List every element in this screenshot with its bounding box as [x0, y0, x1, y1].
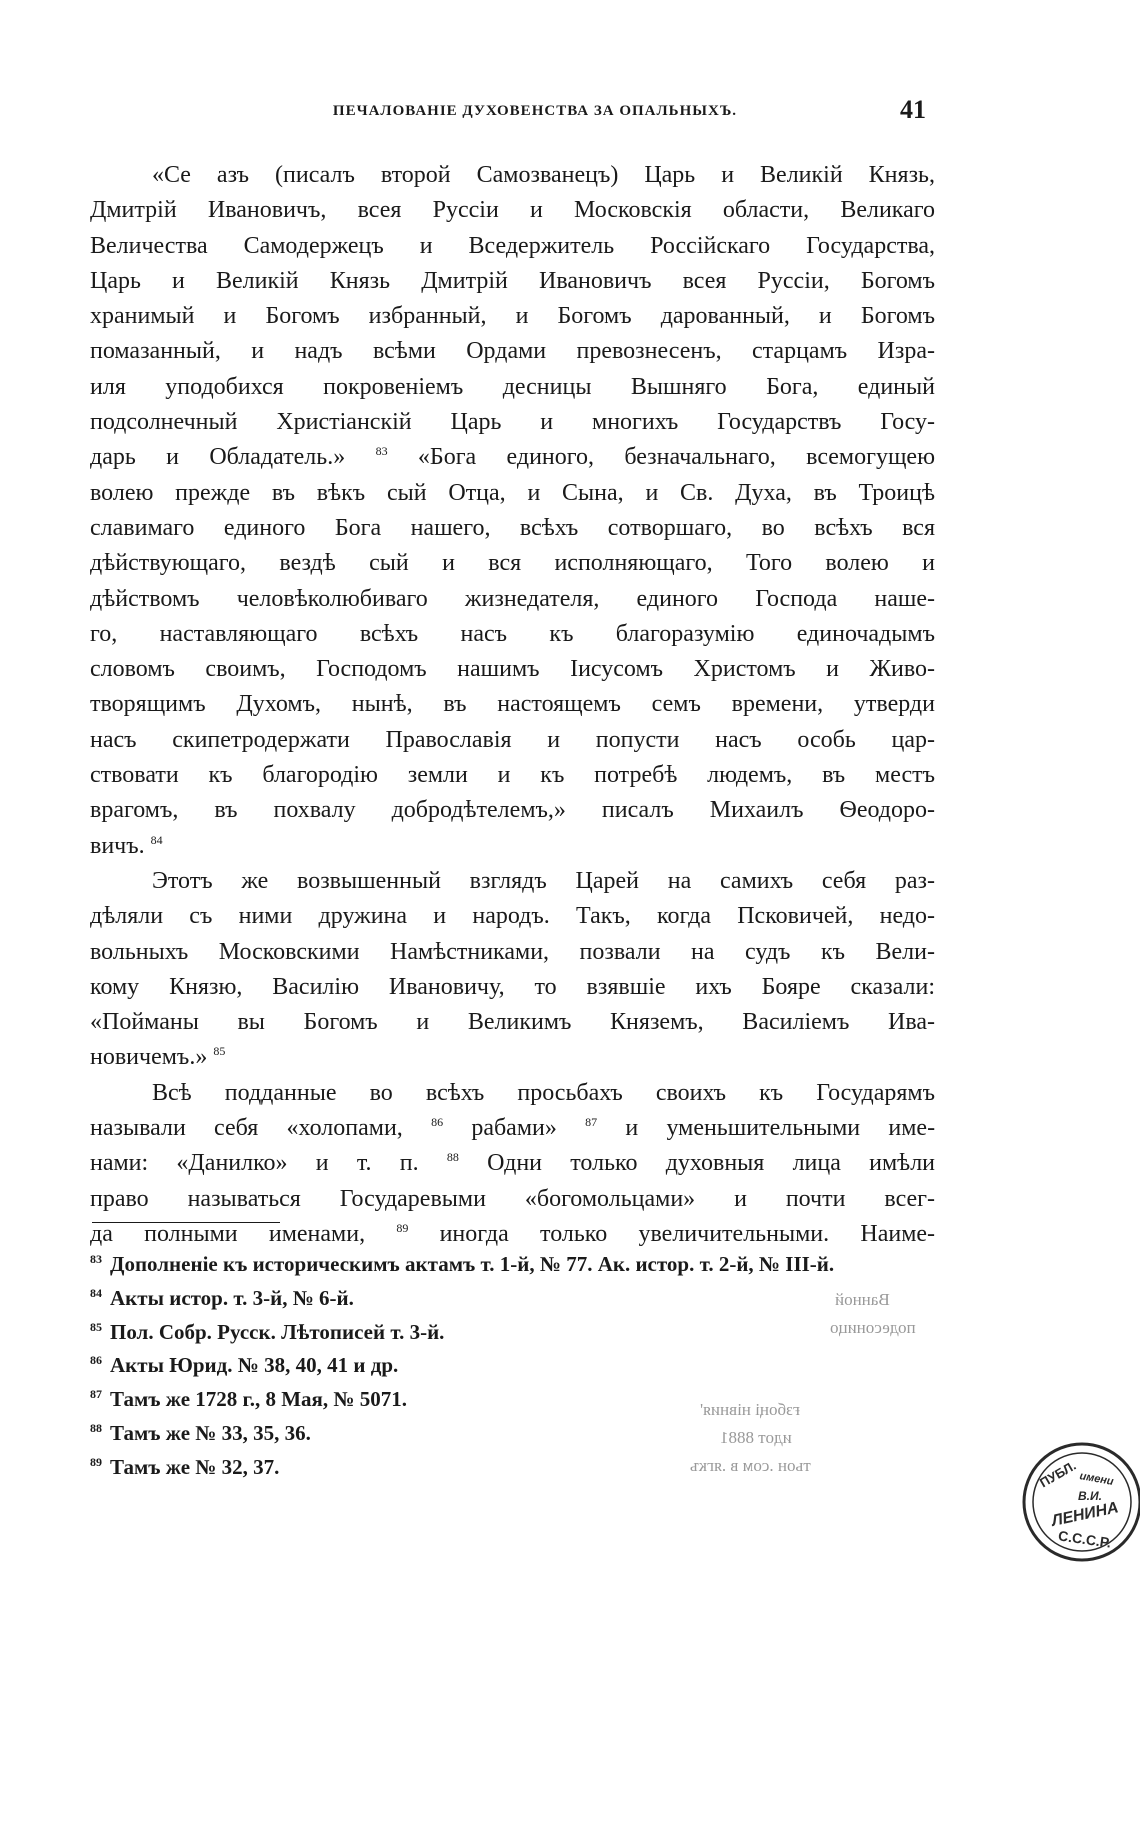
text-line: Этотъ же возвышенный взглядъ Царей на самихъ себя раз- [152, 867, 935, 894]
text-line: нами: «Данилко» и т. п. $^{88}$ Одни только духовныя лица имѣли [90, 1150, 936, 1177]
footnote-divider [92, 1222, 280, 1223]
text-line: хранимый и Богомъ избранный, и Богомъ дарованный, и Богомъ [90, 303, 935, 330]
bleed-through-text: подесоницо [830, 1318, 916, 1337]
svg-text:С.С.С.Р.: С.С.С.Р. [1057, 1527, 1113, 1551]
text-line: Дмитрій Ивановичъ, всея Руссіи и Московскія области, Великаго [90, 197, 935, 224]
footnote: $^{85}$ Пол. Собр. Русск. Лѣтописей т. 3-й. [90, 1319, 445, 1344]
text-line: вольныхъ Московскими Намѣстниками, позвали на судъ къ Вели- [90, 938, 935, 965]
text-line: Величества Самодержецъ и Вседержитель Россійскаго Государства, [90, 232, 935, 259]
footnote-ref: 83 [375, 444, 388, 459]
text-line: помазанный, и надъ всѣми Ордами превознесенъ, старцамъ Изра- [90, 338, 935, 365]
text-line: Всѣ подданные во всѣхъ просьбахъ своихъ къ Государямъ [152, 1079, 935, 1106]
footnote: $^{89}$ Тамъ же № 32, 37. [90, 1454, 280, 1479]
running-title: ПЕЧАЛОВАНІЕ ДУХОВЕНСТВА ЗА ОПАЛЬНЫХЪ. [332, 103, 738, 119]
text-line: «Пойманы вы Богомъ и Великимъ Княземъ, Василіемъ Ива- [90, 1009, 935, 1036]
text-line: называли себя «холопами, $^{86}$ рабами» $^{87}$ и уменьшительными име- [90, 1115, 936, 1142]
footnote-number: 85 [90, 1319, 102, 1334]
footnote-number: 84 [90, 1285, 102, 1300]
text-line: волею прежде въ вѣкъ сый Отца, и Сына, и Св. Духа, въ Троицѣ [90, 479, 935, 506]
footnote-ref: 86 [431, 1115, 444, 1130]
footnote-ref: 88 [446, 1150, 459, 1165]
text-line: врагомъ, въ похвалу добродѣтелемъ,» писалъ Михаилъ Ѳеодоро- [90, 797, 935, 824]
footnote-number: 89 [90, 1454, 102, 1469]
text-line: славимаго единого Бога нашего, всѣхъ сотворшаго, во всѣхъ вся [90, 514, 935, 541]
footnote-number: 87 [90, 1387, 102, 1402]
text-line: «Се азъ (писалъ второй Самозванецъ) Царь и Великій Князь, [152, 162, 935, 188]
text-line: насъ скипетродержати Православія и попусти насъ особь цар- [90, 726, 935, 753]
svg-text:имени: имени [1078, 1470, 1115, 1488]
text-line: го, наставляющаго всѣхъ насъ къ благоразумію единочадымъ [90, 620, 935, 647]
text-line: Царь и Великій Князь Дмитрій Ивановичъ всея Руссіи, Богомъ [90, 267, 935, 294]
text-line: дѣйствомъ человѣколюбиваго жизнедателя, единого Господа наше- [90, 585, 935, 612]
footnote: $^{83}$ Дополненіе къ историческимъ актамъ т. 1-й, № 77. Ак. истор. т. 2-й, № III-й. [90, 1252, 835, 1276]
footnote-ref: 87 [585, 1115, 598, 1130]
text-line: вичъ. $^{84}$ [90, 832, 163, 859]
text-line: дѣйствующаго, вездѣ сый и вся исполняющаго, Того волею и [90, 550, 935, 577]
library-stamp [1020, 1440, 1140, 1564]
bleed-through-text: тьон .coм в .ягкъ [690, 1456, 811, 1475]
bleed-through-text: ғзбоңі нівния' [700, 1400, 800, 1419]
text-line: право называться Государевыми «богомольцами» и почти всег- [90, 1185, 935, 1212]
text-line: дарь и Обладатель.» $^{83}$ «Бога единого, безначальнаго, всемогущею [90, 444, 936, 471]
footnote-number: 83 [90, 1252, 102, 1266]
text-line: творящимъ Духомъ, нынѣ, въ настоящемъ семъ времени, утверди [90, 691, 935, 718]
svg-text:ПУБЛ.: ПУБЛ. [1037, 1457, 1079, 1491]
text-line: словомъ своимъ, Господомъ нашимъ Іисусомъ Христомъ и Живо- [90, 656, 935, 683]
text-line: ствовати къ благородію земли и къ потребѣ людемъ, въ местъ [90, 762, 935, 789]
footnote: $^{88}$ Тамъ же № 33, 35, 36. [90, 1420, 311, 1445]
footnotes [90, 1248, 930, 1485]
footnote: $^{86}$ Акты Юрид. № 38, 40, 41 и др. [90, 1353, 399, 1378]
text-line: кому Князю, Василію Ивановичу, то взявшіе ихъ Бояре сказали: [90, 973, 935, 1000]
text-line: подсолнечный Христіанскій Царь и многихъ Государствъ Госу- [90, 409, 935, 436]
main-text [90, 158, 935, 1252]
footnote-number: 86 [90, 1353, 102, 1368]
footnote-ref: 85 [213, 1044, 226, 1059]
footnote-ref: 89 [396, 1220, 409, 1235]
bleed-through-text: идот 8881 [720, 1428, 792, 1447]
svg-text:ЛЕНИНА: ЛЕНИНА [1050, 1499, 1121, 1530]
text-line: дѣляли съ ними дружина и народъ. Такъ, когда Псковичей, недо- [90, 903, 935, 930]
text-line: иля уподобихся покровеніемъ десницы Вышняго Бога, единый [90, 373, 935, 400]
footnote: $^{87}$ Тамъ же 1728 г., 8 Мая, № 5071. [90, 1387, 408, 1412]
svg-text:В.И.: В.И. [1078, 1489, 1102, 1503]
page-number: 41 [900, 95, 926, 124]
footnote: $^{84}$ Акты истор. т. 3-й, № 6-й. [90, 1285, 354, 1310]
footnote-ref: 84 [150, 832, 163, 847]
footnote-number: 88 [90, 1420, 102, 1435]
bleed-through-text: Ванной [835, 1290, 890, 1309]
text-line: новичемъ.» $^{85}$ [90, 1044, 226, 1071]
text-line: да полными именами, $^{89}$ иногда только увеличительными. Наиме- [90, 1220, 936, 1247]
